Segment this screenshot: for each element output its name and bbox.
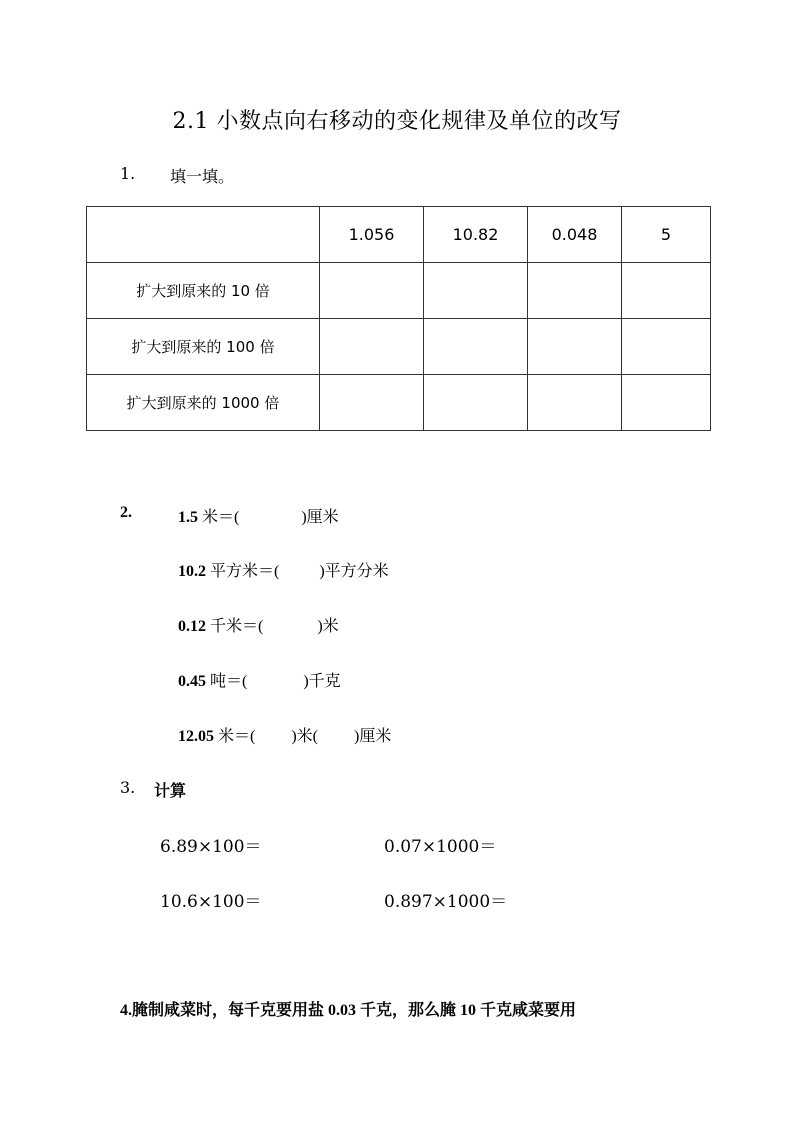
answer-cell[interactable] bbox=[424, 375, 528, 431]
conversion-text: 吨＝( bbox=[210, 673, 248, 690]
q3-label: 计算 bbox=[154, 781, 187, 800]
row-label: 扩大到原来的 1000 倍 bbox=[87, 375, 320, 431]
answer-cell[interactable] bbox=[320, 375, 424, 431]
answer-cell[interactable] bbox=[424, 263, 528, 319]
conversion-value: 0.12 bbox=[178, 618, 206, 635]
answer-cell[interactable] bbox=[320, 319, 424, 375]
table-row bbox=[87, 375, 711, 431]
q1-label: 填一填。 bbox=[170, 167, 235, 186]
conversion-value: 0.45 bbox=[178, 673, 206, 690]
conversion-text: 平方米＝( bbox=[210, 563, 280, 580]
conversion-item bbox=[178, 668, 341, 691]
conversion-close: )厘米 bbox=[354, 728, 392, 745]
conversion-item bbox=[178, 504, 339, 527]
answer-cell[interactable] bbox=[528, 319, 622, 375]
table-header-cell: 1.056 bbox=[320, 207, 424, 263]
conversion-mid: )米( bbox=[291, 728, 319, 745]
conversion-text: 米＝( bbox=[218, 728, 256, 745]
q4-text: 4.腌制咸菜时，每千克要用盐 0.03 千克，那么腌 10 千克咸菜要用 bbox=[120, 1002, 577, 1019]
fill-table bbox=[86, 206, 711, 431]
answer-cell[interactable] bbox=[622, 375, 711, 431]
table-header-cell: 5 bbox=[622, 207, 711, 263]
conversion-item bbox=[178, 613, 339, 636]
calc-expression: 10.6×100＝ bbox=[160, 892, 262, 912]
table-header-row bbox=[87, 207, 711, 263]
page-title: 2.1 小数点向右移动的变化规律及单位的改写 bbox=[172, 109, 622, 134]
conversion-item bbox=[178, 558, 389, 581]
row-label: 扩大到原来的 100 倍 bbox=[87, 319, 320, 375]
conversion-close: )平方分米 bbox=[319, 563, 389, 580]
answer-cell[interactable] bbox=[622, 263, 711, 319]
q1-number: 1. bbox=[120, 164, 136, 183]
table-header-cell: 0.048 bbox=[528, 207, 622, 263]
conversion-close: )厘米 bbox=[301, 509, 339, 526]
q2-number: 2. bbox=[120, 504, 132, 521]
conversion-text: 千米＝( bbox=[210, 618, 264, 635]
table-header-cell bbox=[87, 207, 320, 263]
calc-expression: 0.897×1000＝ bbox=[384, 892, 508, 912]
calc-expression: 6.89×100＝ bbox=[160, 837, 262, 857]
conversion-close: )千克 bbox=[303, 673, 341, 690]
answer-cell[interactable] bbox=[622, 319, 711, 375]
answer-cell[interactable] bbox=[424, 319, 528, 375]
answer-cell[interactable] bbox=[528, 375, 622, 431]
row-label: 扩大到原来的 10 倍 bbox=[87, 263, 320, 319]
conversion-value: 10.2 bbox=[178, 563, 206, 580]
answer-cell[interactable] bbox=[320, 263, 424, 319]
table-header-cell: 10.82 bbox=[424, 207, 528, 263]
conversion-item bbox=[178, 723, 391, 746]
conversion-value: 1.5 bbox=[178, 509, 198, 526]
conversion-text: 米＝( bbox=[202, 509, 240, 526]
q3-number: 3. bbox=[120, 778, 136, 797]
conversion-value: 12.05 bbox=[178, 728, 214, 745]
conversion-close: )米 bbox=[317, 618, 339, 635]
answer-cell[interactable] bbox=[528, 263, 622, 319]
calc-expression: 0.07×1000＝ bbox=[384, 837, 497, 857]
table-row bbox=[87, 263, 711, 319]
table-row bbox=[87, 319, 711, 375]
